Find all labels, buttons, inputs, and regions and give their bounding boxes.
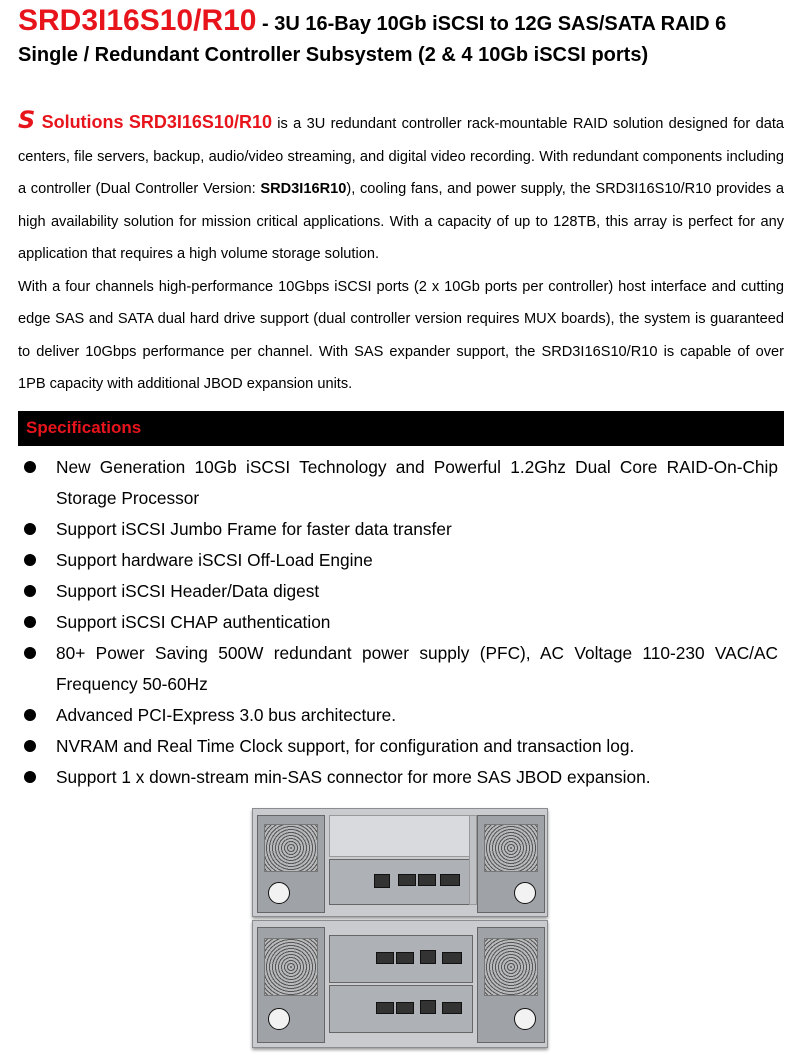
- spec-item: [22, 638, 778, 700]
- intro-paragraph-2: With a four channels high-performance 10Gbps iSCSI ports (2 x 10Gb ports per controller) host interface and cutting edge SAS and SATA dual hard drive support (dual controller version requires MUX boards), the system is guaranteed to deliver 10Gbps performance per channel. With SAS expander support, the SRD3I16S10/R10 is capable of over 1PB capacity with additional JBOD expansion units.: [18, 278, 784, 392]
- title-model: SRD3I16S10/R10: [18, 4, 257, 37]
- spec-item-text: Support iSCSI Header/Data digest: [56, 581, 320, 601]
- title-suffix: - 3U 16-Bay 10Gb iSCSI to 12G SAS/SATA RAID 6: [256, 13, 727, 35]
- intro-paragraph-1: [18, 104, 784, 271]
- spec-item: [22, 762, 778, 793]
- intro-model: SRD3I16S10/R10: [128, 112, 272, 132]
- product-image-redundant-controller: [252, 920, 548, 1048]
- spec-item: [22, 607, 778, 638]
- vent-grille: [264, 824, 318, 872]
- controller-module-b: [329, 985, 473, 1033]
- title-line-1: [18, 4, 726, 38]
- bullet-icon: [24, 709, 36, 721]
- controller-module-a: [329, 935, 473, 983]
- spec-item: [22, 545, 778, 576]
- spec-item-text: 80+ Power Saving 500W redundant power supply (PFC), AC Voltage 110-230 VAC/AC Frequency 50-60Hz: [56, 643, 778, 694]
- spec-item-text: New Generation 10Gb iSCSI Technology and Powerful 1.2Ghz Dual Core RAID-On-Chip Storage Processor: [56, 457, 778, 508]
- sfp-port: [396, 952, 414, 964]
- controller-module: [329, 859, 471, 905]
- psu-left: [257, 815, 325, 913]
- intro-text: [18, 104, 784, 401]
- intro-text-a: is a 3U redundant controller rack-mountable RAID solution designed for data centers, file servers, backup, audio/video streaming, and digital video recording. With redundant components including a controller (Dual Controller Version:: [18, 116, 784, 197]
- spec-item-text: Support 1 x down-stream min-SAS connector for more SAS JBOD expansion.: [56, 767, 651, 787]
- blank-panel: [469, 815, 477, 905]
- bullet-icon: [24, 647, 36, 659]
- sfp-port: [398, 874, 416, 886]
- intro-text-b: ), cooling fans, and power supply, the SRD3I16S10/R10 provides a high availability solution for mission critical applications. With a capacity of up to 128TB, this array is perfect for any application that requires a high volume storage solution.: [18, 181, 785, 262]
- power-socket: [514, 1008, 536, 1030]
- power-socket: [514, 882, 536, 904]
- bullet-icon: [24, 771, 36, 783]
- power-socket: [268, 1008, 290, 1030]
- specifications-header: [18, 411, 784, 446]
- sas-port: [442, 952, 462, 964]
- psu-left: [257, 927, 325, 1043]
- bullet-icon: [24, 585, 36, 597]
- bullet-icon: [24, 461, 36, 473]
- brand-name: Solutions: [35, 112, 124, 132]
- blank-panel: [329, 815, 471, 857]
- spec-item: [22, 731, 778, 762]
- ethernet-port: [420, 950, 436, 964]
- bullet-icon: [24, 740, 36, 752]
- spec-item-text: NVRAM and Real Time Clock support, for configuration and transaction log.: [56, 736, 635, 756]
- sfp-port: [376, 952, 394, 964]
- title-subtitle: Single / Redundant Controller Subsystem (2 & 4 10Gb iSCSI ports): [18, 44, 649, 66]
- vent-grille: [484, 938, 538, 996]
- sfp-port: [396, 1002, 414, 1014]
- sas-port: [440, 874, 460, 886]
- brand-logo-s: S: [18, 106, 36, 134]
- product-image-single-controller: [252, 808, 548, 917]
- bullet-icon: [24, 523, 36, 535]
- bullet-icon: [24, 616, 36, 628]
- psu-right: [477, 815, 545, 913]
- specifications-heading: Specifications: [26, 418, 142, 437]
- spec-item-text: Support iSCSI Jumbo Frame for faster data transfer: [56, 519, 452, 539]
- sfp-port: [376, 1002, 394, 1014]
- vent-grille: [484, 824, 538, 872]
- intro-dual-model: SRD3I16R10: [260, 181, 347, 197]
- spec-item: [22, 576, 778, 607]
- spec-item-text: Support hardware iSCSI Off-Load Engine: [56, 550, 373, 570]
- spec-item-text: Advanced PCI-Express 3.0 bus architecture.: [56, 705, 397, 725]
- ethernet-port: [420, 1000, 436, 1014]
- bullet-icon: [24, 554, 36, 566]
- spec-item: [22, 452, 778, 514]
- ethernet-port: [374, 874, 390, 888]
- vent-grille: [264, 938, 318, 996]
- spec-item: [22, 700, 778, 731]
- sas-port: [442, 1002, 462, 1014]
- spec-item-text: Support iSCSI CHAP authentication: [56, 612, 331, 632]
- specifications-list: [22, 452, 778, 793]
- spec-item: [22, 514, 778, 545]
- power-socket: [268, 882, 290, 904]
- psu-right: [477, 927, 545, 1043]
- sfp-port: [418, 874, 436, 886]
